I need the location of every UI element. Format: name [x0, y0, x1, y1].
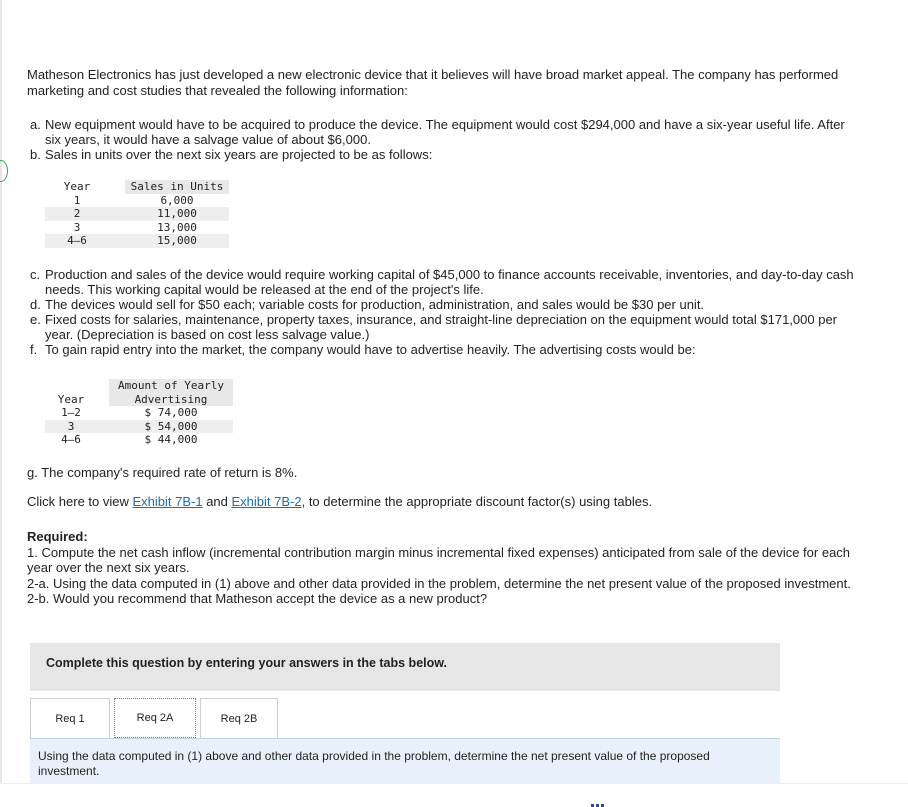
- table-row: 3 13,000: [73, 220, 197, 234]
- exhibit-7b1-link[interactable]: Exhibit 7B-1: [132, 494, 203, 509]
- sales-header-year: Year: [45, 180, 109, 194]
- intro-paragraph: Matheson Electronics has just developed a new electronic device that it believes will have broad market appeal. The company has performed marketing and cost studies that revealed the following information:: [27, 67, 839, 98]
- adv-header-line1: Amount of Yearly: [109, 379, 233, 393]
- items-c-f: [30, 267, 860, 357]
- left-edge-rule: [0, 0, 2, 807]
- table-row: 1–2 $ 74,000: [61, 406, 198, 420]
- required-1: 1. Compute the net cash inflow (incremental contribution margin minus incremental fixed expenses) anticipated from sale of the device for each year over the next six years.: [27, 544, 851, 575]
- item-b: b. Sales in units over the next six years are projected to be as follows:: [30, 147, 433, 162]
- sales-header-units: Sales in Units: [125, 180, 229, 194]
- required-heading: Required:: [27, 529, 88, 544]
- exhibit-line: Click here to view Exhibit 7B-1 and Exhibit 7B-2, to determine the appropriate discount factor(s) using tables.: [27, 494, 653, 509]
- answer-tabs: [30, 698, 780, 738]
- item-d: d. The devices would sell for $50 each; variable costs for production, administration, and sales would be $30 per unit.: [30, 297, 705, 312]
- tab-req-1[interactable]: Req 1: [30, 698, 110, 738]
- answer-panel: [30, 738, 780, 783]
- edge-marker-icon: [0, 160, 8, 182]
- items-a-b: [30, 117, 860, 162]
- adv-header-year: Year: [57, 392, 85, 406]
- item-f: f. To gain rapid entry into the market, the company would have to advertise heavily. The advertising costs would be:: [30, 342, 696, 357]
- item-c: c. Production and sales of the device would require working capital of $45,000 to finance accounts receivable, inventories, and day-to-day cash needs. This working capital would be released at the end of the project's life.: [30, 267, 854, 297]
- bottom-bar: [0, 783, 908, 807]
- exhibit-7b2-link[interactable]: Exhibit 7B-2: [231, 494, 302, 509]
- table-row: 2 11,000: [45, 207, 229, 221]
- tab-req-2a[interactable]: Req 2A: [114, 698, 196, 738]
- adv-header-line2: Advertising: [109, 393, 233, 407]
- item-e: e. Fixed costs for salaries, maintenance, property taxes, insurance, and straight-line depreciation on the equipment would total $171,000 per year. (Depreciation is based on cost less salvage value.): [30, 312, 838, 342]
- table-row: 1 6,000: [73, 193, 194, 207]
- answer-instruction: Using the data computed in (1) above and other data provided in the problem, determine the net present value of the proposed investment.: [38, 749, 710, 778]
- instruction-text: Complete this question by entering your answers in the tabs below.: [46, 656, 447, 670]
- sales-table: [45, 180, 229, 248]
- required-2b: 2-b. Would you recommend that Matheson accept the device as a new product?: [27, 591, 488, 606]
- instruction-panel: [30, 643, 780, 691]
- table-row: 4–6 15,000: [45, 234, 229, 248]
- item-a: a. New equipment would have to be acquired to produce the device. The equipment would cost $294,000 and have a six-year useful life. After six years, it would have a salvage value of about $6,000.: [30, 117, 845, 147]
- table-row: 4–6 $ 44,000: [61, 433, 198, 447]
- required-2a: 2-a. Using the data computed in (1) above and other data provided in the problem, determine the net present value of the proposed investment.: [27, 575, 851, 591]
- tab-req-2b[interactable]: Req 2B: [200, 698, 278, 738]
- item-g: g. The company's required rate of return is 8%.: [27, 465, 298, 480]
- advertising-table: [45, 379, 233, 447]
- table-row: 3 $ 54,000: [45, 420, 233, 434]
- required-section: [27, 529, 857, 607]
